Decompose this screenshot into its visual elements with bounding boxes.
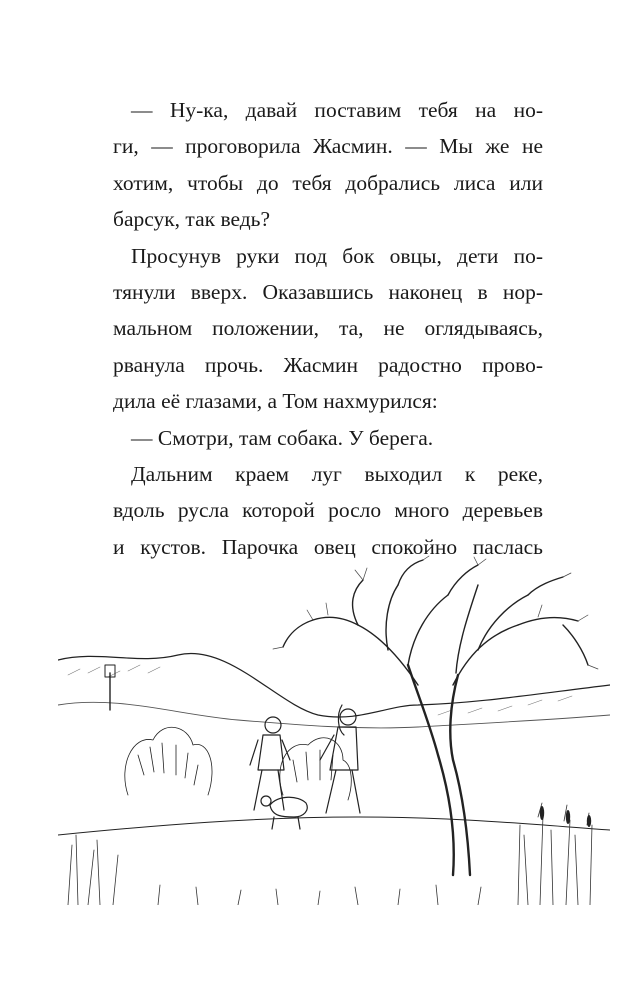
text-line: хотим, чтобы до тебя добрались лиса или [113, 170, 543, 195]
page-text [113, 92, 543, 565]
text-line: Дальним краем луг выходил к реке, [131, 461, 543, 486]
text-line: — Ну-ка, давай поставим тебя на но- [131, 98, 543, 122]
text-line: дила её глазами, а Том нахмурился: [113, 389, 438, 414]
text-line: Просунув руки под бок овцы, дети по- [131, 243, 543, 268]
text-line: мальном положении, та, не оглядываясь, [113, 316, 543, 341]
text-line: барсук, так ведь? [113, 207, 271, 232]
text-line: рванула прочь. Жасмин радостно прово- [113, 352, 543, 377]
text-line: ги, — проговорила Жасмин. — Мы же не [113, 134, 543, 159]
text-line: тянули вверх. Оказавшись наконец в нор- [113, 279, 543, 304]
text-line: — Смотри, там собака. У берега. [131, 425, 434, 450]
text-line: и кустов. Парочка овец спокойно паслась [113, 534, 543, 559]
text-line: вдоль русла которой росло много деревьев [113, 498, 543, 523]
meadow-illustration-icon [58, 555, 610, 905]
